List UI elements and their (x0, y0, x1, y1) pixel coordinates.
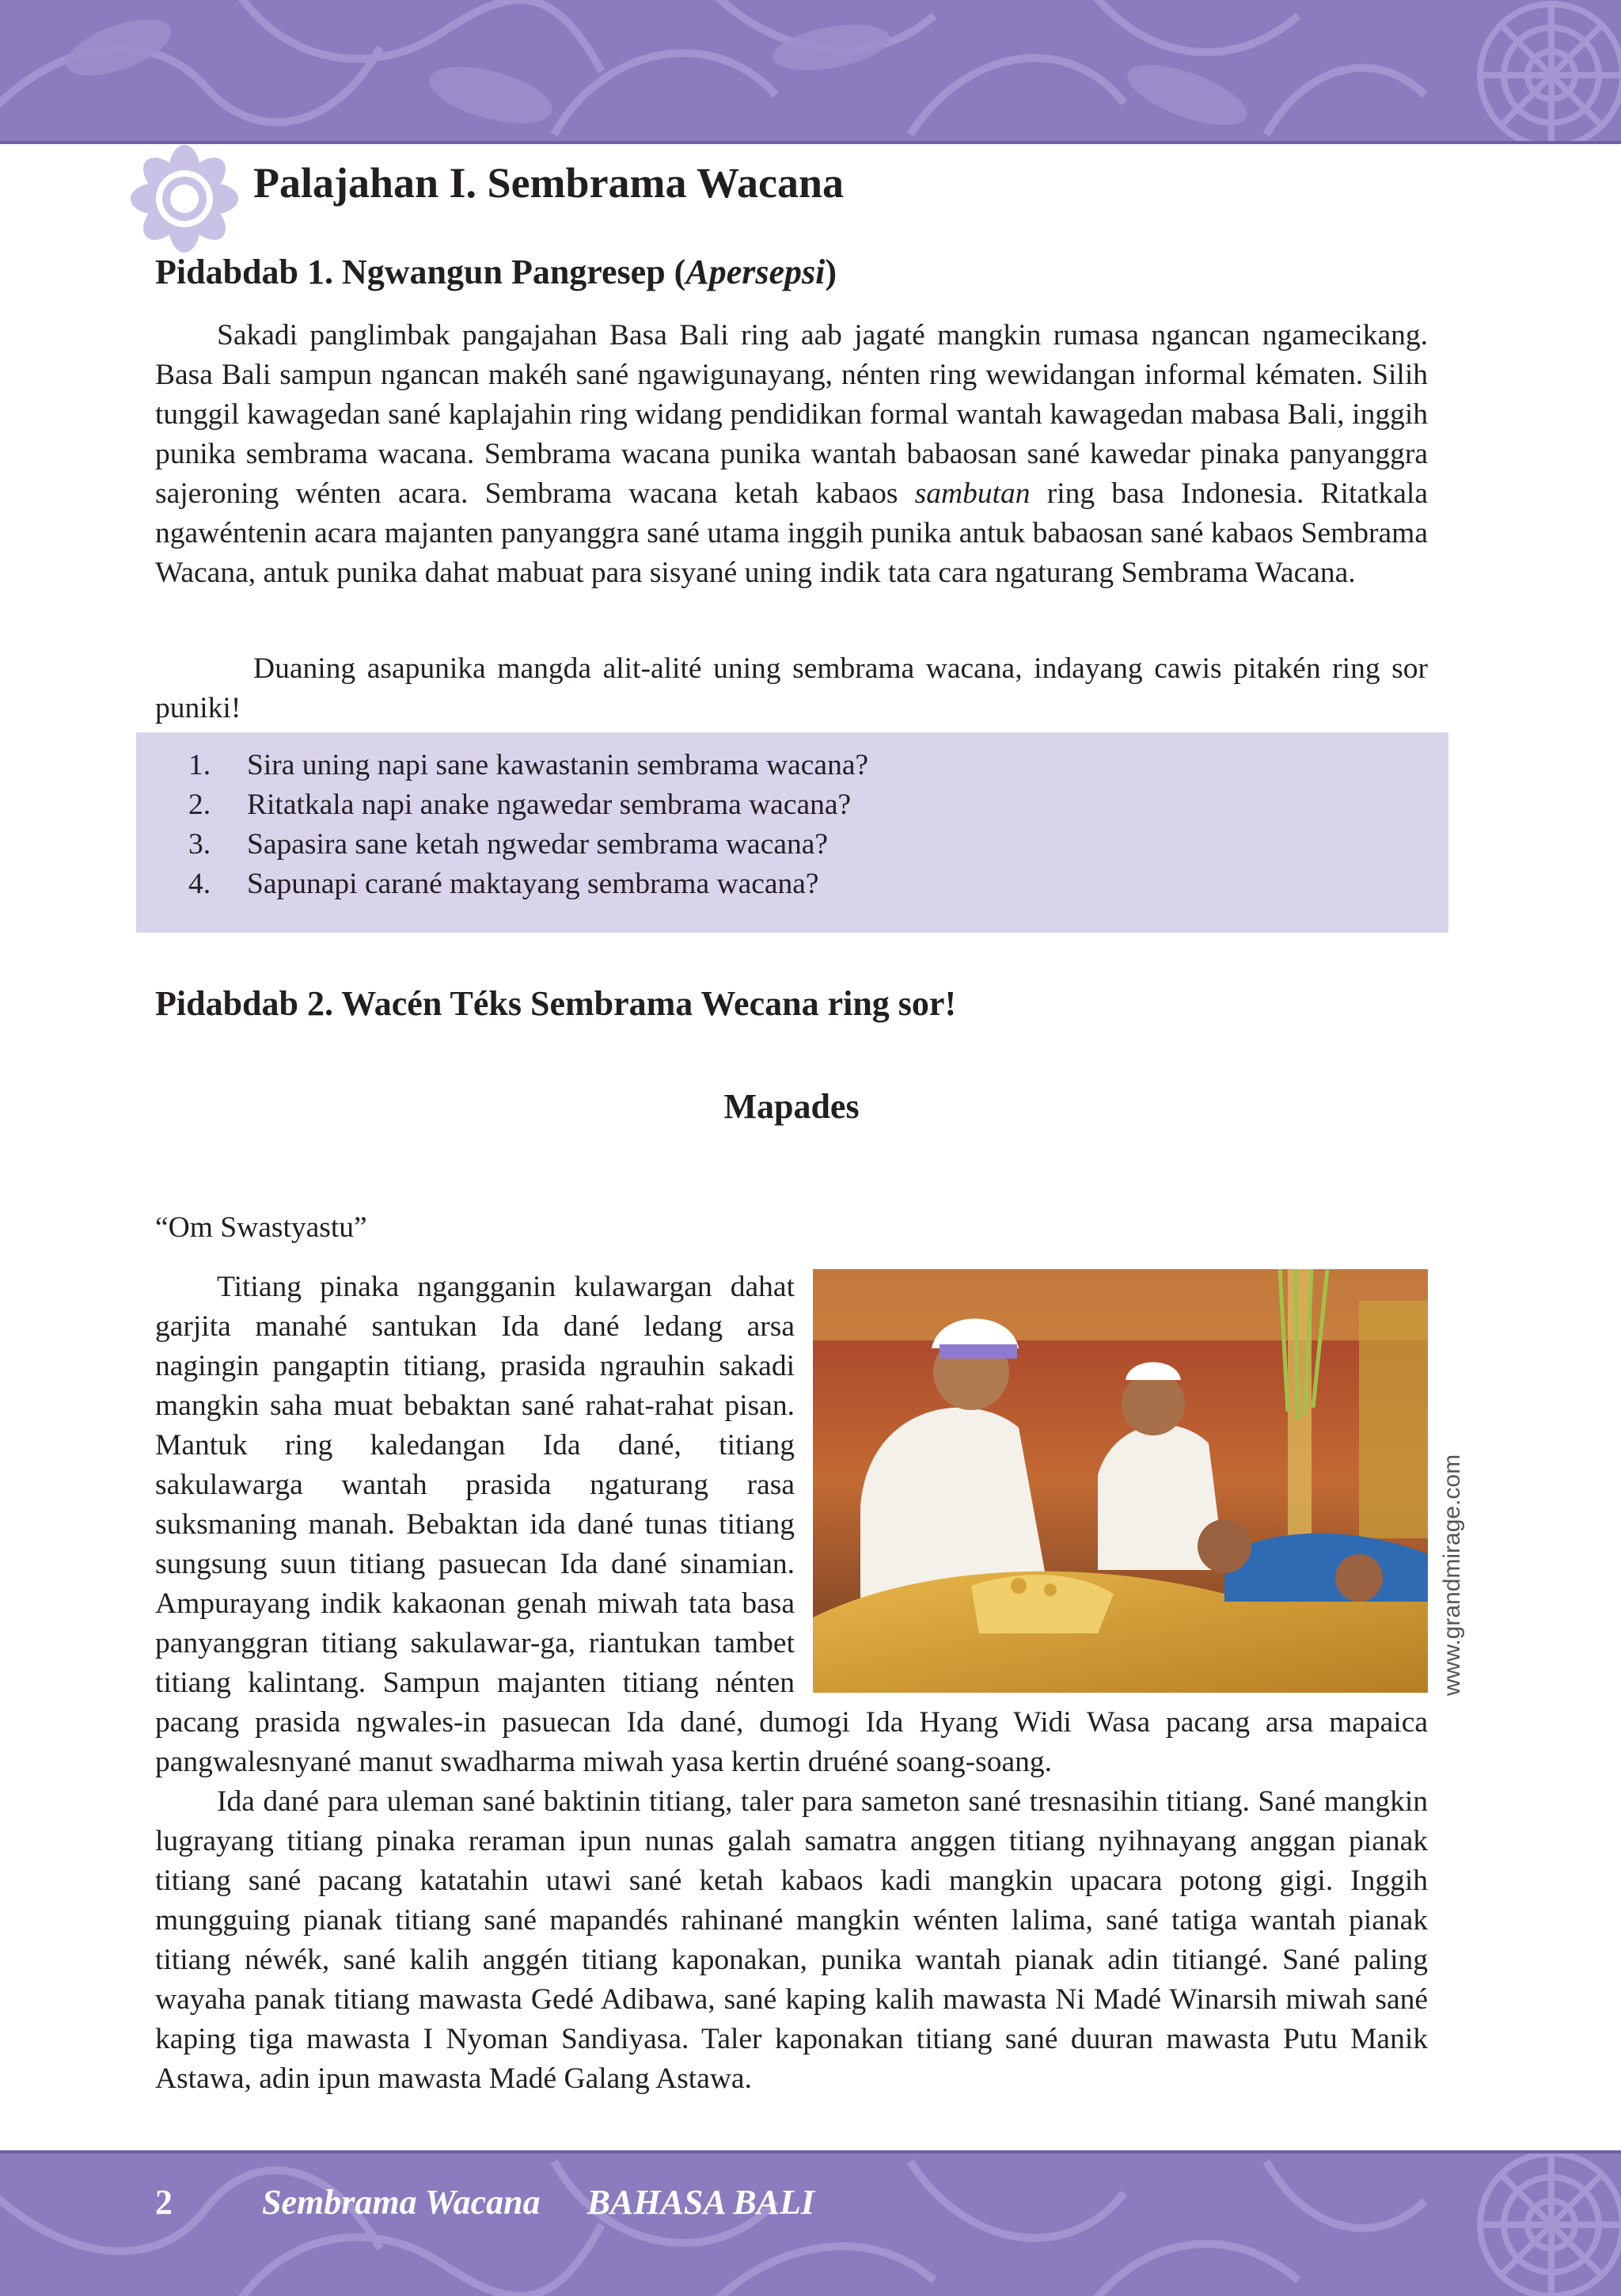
section2-heading: Pidabdab 2. Wacén Téks Sembrama Wecana ring sor! (155, 984, 957, 1023)
batik-pattern-bottom (0, 2153, 1621, 2296)
question-text: Ritatkala napi anake ngawedar sembrama wacana? (247, 789, 852, 821)
photo-credit: www.grandmirage.com (1439, 1454, 1465, 1696)
page-number: 2 (155, 2183, 173, 2222)
batik-pattern-top (0, 0, 1621, 141)
text-title: Mapades (723, 1087, 860, 1126)
question-number: 1. (188, 749, 211, 781)
list-item (188, 785, 868, 825)
intro-paragraph-italic: sambutan (914, 477, 1031, 510)
list-item (188, 746, 868, 785)
section1-heading-prefix: Pidabdab 1. Ngwangun Pangresep ( (155, 253, 686, 291)
greeting: “Om Swastyastu” (155, 1211, 367, 1244)
flower-ornament-icon (131, 145, 238, 253)
list-item (188, 825, 868, 865)
lesson-title: Palajahan I. Sembrama Wacana (253, 159, 845, 207)
subject-name: BAHASA BALI (587, 2183, 814, 2222)
bottom-decorative-band (0, 2150, 1621, 2296)
instruction-paragraph: Duaning asapunika mangda alit-alité uning sembrama wacana, indayang cawis pitakén ring sor puniki! (155, 652, 1428, 724)
intro-paragraph-part-a: Sakadi panglimbak pangajahan Basa Bali ring aab jagaté mangkin rumasa ngancan ngamecikang. Basa Bali sampun ngancan makéh sané ngawigunayang, nénten ring wewidangan informal kématen. Silih tunggil kawagedan sané kaplajahin ring widang pendidikan formal wantah kawagedan mabasa Bali, inggih punika sembrama wacana. Sembrama wacana punika wantah babaosan sané kawedar pinaka panyanggra sajeroning wénten acara. Sembrama wacana ketah kabaos (155, 319, 1428, 510)
section1-heading-suffix: ) (825, 253, 837, 291)
book-title: Sembrama Wacana (262, 2183, 541, 2222)
question-number: 4. (188, 868, 211, 900)
intro-paragraph (155, 316, 1428, 593)
speech-paragraph-1: Titiang pinaka ngangganin kulawargan dahat garjita manahé santukan Ida dané ledang arsa nagingin pangaptin titiang, prasida ngrauhin sakadi mangkin saha muat bebaktan sané rahat-rahat pisan. Mantuk ring kaledangan Ida dané, titiang sakulawarga wantah prasida ngaturang rasa suksmaning manah. Bebaktan ida dané tunas titiang sungsung suun titiang pasuecan Ida dané sinamian. Ampurayang indik kakaonan genah miwah tata basa panyanggran titiang sakulawar-ga, riantukan tambet titiang kalintang. Sampun majanten titiang nénten pacang prasida ngwales-in pasuecan Ida dané, dumogi Ida Hyang Widi Wasa pacang arsa mapaica pangwalesnyané manut swadharma miwah yasa kertin druéné soang-soang. (155, 1271, 1428, 1778)
question-number: 2. (188, 789, 211, 821)
intro-paragraph-part-b: ring basa Indonesia. Ritatkala ngawéntenin acara majanten panyanggra sané utama inggih punika antuk babaosan sané kabaos Sembrama Wacana, antuk punika dahat mabuat para sisyané uning indik tata cara ngaturang Sembrama Wacana. (155, 477, 1428, 589)
section1-heading (155, 252, 837, 292)
section1-heading-italic: Apersepsi (685, 253, 826, 291)
question-list (188, 746, 868, 904)
ceremony-photo (813, 1269, 1428, 1693)
top-decorative-band (0, 0, 1621, 144)
question-text: Sira uning napi sane kawastanin sembrama wacana? (247, 749, 869, 781)
question-text: Sapasira sane ketah ngwedar sembrama wacana? (247, 828, 829, 861)
question-number: 3. (188, 828, 211, 861)
question-text: Sapunapi carané maktayang sembrama wacana? (247, 868, 819, 900)
list-item (188, 865, 868, 904)
page-footer (155, 2182, 814, 2222)
speech-paragraph-2: Ida dané para uleman sané baktinin titiang, taler para sameton sané tresnasihin titiang. Sané mangkin lugrayang titiang pinaka reraman ipun nunas galah samatra anggen titiang nyihnayang anggan pianak titiang sané pacang katatahin utawi sané ketah kabaos kadi mangkin upacara potong gigi. Inggih mungguing pianak titiang sané mapandés rahinané mangkin wénten lalima, sané tatiga wantah pianak titiang néwék, sané kalih anggén titiang kaponakan, punika wantah pianak adin titiangé. Sané paling wayaha panak titiang mawasta Gedé Adibawa, sané kaping kalih mawasta Ni Madé Winarsih miwah sané kaping tiga mawasta I Nyoman Sandiyasa. Taler kaponakan titiang sané duuran mawasta Putu Manik Astawa, adin ipun mawasta Madé Galang Astawa. (155, 1785, 1428, 2095)
